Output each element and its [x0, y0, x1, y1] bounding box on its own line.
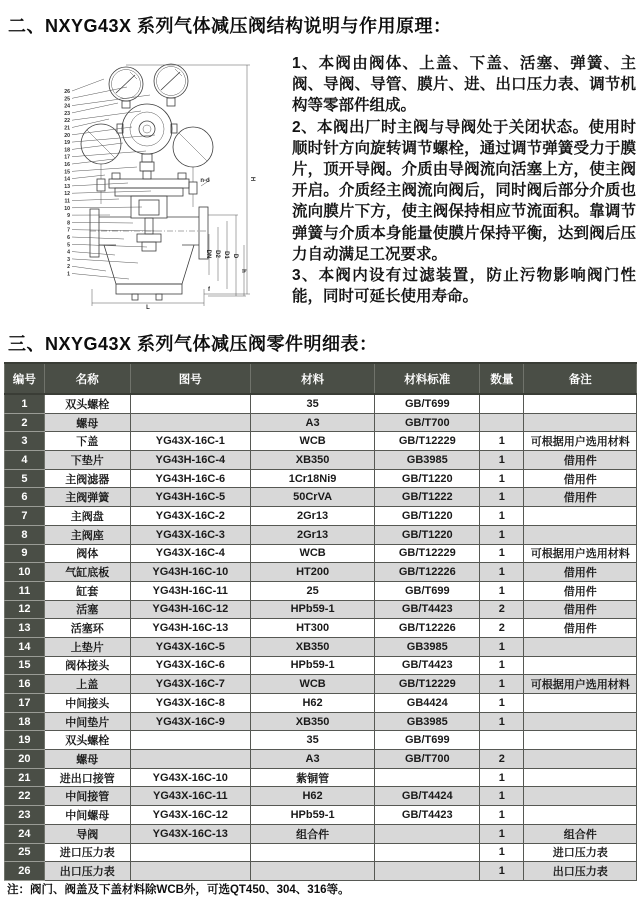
- table-cell: 中间接头: [44, 694, 130, 713]
- table-row: [5, 862, 637, 881]
- callout-number: 9: [67, 213, 70, 220]
- table-header-cell: 名称: [44, 363, 130, 394]
- table-row: [5, 731, 637, 750]
- table-cell: 导阀: [44, 824, 130, 843]
- part-number-cell: 22: [5, 787, 45, 806]
- table-cell: 借用件: [524, 488, 637, 507]
- table-cell: 活塞环: [44, 619, 130, 638]
- table-cell: [375, 862, 480, 881]
- table-cell: HT200: [250, 563, 375, 582]
- table-cell: 下垫片: [44, 451, 130, 470]
- callout-number: 3: [67, 256, 70, 263]
- part-number-cell: 15: [5, 656, 45, 675]
- table-cell: [524, 507, 637, 526]
- table-row: [5, 843, 637, 862]
- table-cell: 2Gr13: [250, 525, 375, 544]
- table-cell: 1: [480, 637, 524, 656]
- table-cell: [130, 843, 250, 862]
- table-cell: 1: [480, 544, 524, 563]
- outlet-gauge-icon: [154, 64, 188, 106]
- table-cell: [480, 394, 524, 413]
- part-number-cell: 14: [5, 637, 45, 656]
- table-cell: YG43X-16C-4: [130, 544, 250, 563]
- callout-number: 15: [64, 169, 70, 176]
- table-cell: GB3985: [375, 712, 480, 731]
- part-number-cell: 26: [5, 862, 45, 881]
- table-row: [5, 750, 637, 769]
- part-number-cell: 25: [5, 843, 45, 862]
- table-cell: 进口压力表: [44, 843, 130, 862]
- section2-title: 二、NXYG43X 系列气体减压阀结构说明与作用原理：: [8, 16, 452, 36]
- table-row: [5, 413, 637, 432]
- part-number-cell: 9: [5, 544, 45, 563]
- table-cell: 阀体接头: [44, 656, 130, 675]
- callout-number: 2: [67, 264, 70, 271]
- table-cell: WCB: [250, 432, 375, 451]
- callout-number: 14: [64, 176, 70, 183]
- callout-number: 6: [67, 235, 70, 241]
- table-row: [5, 675, 637, 694]
- table-cell: [130, 750, 250, 769]
- table-row: [5, 507, 637, 526]
- dimension-label: n-d: [200, 178, 210, 184]
- table-cell: H62: [250, 787, 375, 806]
- table-cell: WCB: [250, 544, 375, 563]
- table-cell: 主阀滤器: [44, 469, 130, 488]
- part-number-cell: 13: [5, 619, 45, 638]
- table-cell: YG43X-16C-2: [130, 507, 250, 526]
- callout-number: 12: [64, 191, 70, 198]
- table-cell: GB3985: [375, 637, 480, 656]
- part-number-cell: 24: [5, 824, 45, 843]
- dimension-label: D1: [223, 251, 229, 259]
- table-cell: 可根据用户选用材料: [524, 675, 637, 694]
- pilot-stem-drawing: [140, 154, 154, 179]
- table-cell: 借用件: [524, 619, 637, 638]
- paragraph-2: 2、本阀出厂时主阀与导阀处于关闭状态。使用时顺时针方向旋转调节螺栓，通过调节弹簧受力于膜片，顶开导阀。介质由导阀流向活塞上方，使主阀开启。介质经主阀流向阀后，同时阀后部分介质也流向膜片下方，使主阀保持相应节流面积。靠调节弹簧与介质本身能量使膜片保持平衡，达到阀后压力自动满足工况要求。: [292, 118, 636, 263]
- table-cell: 1: [480, 469, 524, 488]
- table-cell: GB/T12229: [375, 432, 480, 451]
- table-cell: XB350: [250, 637, 375, 656]
- table-cell: 1: [480, 451, 524, 470]
- table-row: [5, 544, 637, 563]
- bonnet-flange-drawing: [109, 173, 189, 196]
- table-row: [5, 656, 637, 675]
- table-cell: 双头螺栓: [44, 731, 130, 750]
- pilot-adjuster-drawing: [117, 104, 177, 154]
- callout-number: 1: [67, 271, 70, 278]
- table-cell: 下盖: [44, 432, 130, 451]
- piston-cylinder-drawing: [131, 196, 167, 234]
- part-number-cell: 20: [5, 750, 45, 769]
- part-number-cell: 4: [5, 451, 45, 470]
- callout-number: 16: [64, 162, 70, 168]
- dimension-lines: [92, 65, 250, 306]
- table-cell: GB/T12226: [375, 563, 480, 582]
- part-number-cell: 21: [5, 768, 45, 787]
- table-cell: WCB: [250, 675, 375, 694]
- right-diaphragm-chamber-drawing: [173, 127, 213, 207]
- footnote: 注：阀门、阀盖及下盖材料除WCB外，可选QT450、304、316等。: [7, 884, 350, 896]
- table-row: [5, 581, 637, 600]
- valve-cross-section-drawing: [4, 48, 290, 328]
- table-cell: YG43H-16C-10: [130, 563, 250, 582]
- dimension-label: H: [249, 176, 255, 182]
- table-cell: [524, 413, 637, 432]
- table-row: [5, 806, 637, 825]
- table-cell: YG43X-16C-12: [130, 806, 250, 825]
- table-cell: 1: [480, 768, 524, 787]
- table-cell: YG43H-16C-6: [130, 469, 250, 488]
- table-cell: 活塞: [44, 600, 130, 619]
- table-cell: [480, 731, 524, 750]
- table-cell: [375, 843, 480, 862]
- table-cell: 组合件: [524, 824, 637, 843]
- table-row: [5, 787, 637, 806]
- table-cell: 缸套: [44, 581, 130, 600]
- table-cell: [250, 843, 375, 862]
- table-cell: 上垫片: [44, 637, 130, 656]
- table-cell: GB4424: [375, 694, 480, 713]
- callout-number: 20: [64, 132, 70, 139]
- part-number-cell: 23: [5, 806, 45, 825]
- table-cell: [524, 712, 637, 731]
- table-cell: 阀体: [44, 544, 130, 563]
- table-cell: 进出口接管: [44, 768, 130, 787]
- table-cell: [524, 394, 637, 413]
- table-cell: [524, 637, 637, 656]
- table-cell: GB/T1220: [375, 469, 480, 488]
- callout-number: 5: [67, 242, 70, 249]
- table-cell: HPb59-1: [250, 656, 375, 675]
- table-header-cell: 材料: [250, 363, 375, 394]
- table-cell: [375, 768, 480, 787]
- dimension-label: DN: [205, 249, 211, 259]
- table-cell: 中间螺母: [44, 806, 130, 825]
- table-cell: 1: [480, 694, 524, 713]
- table-cell: [524, 694, 637, 713]
- table-cell: 借用件: [524, 563, 637, 582]
- table-cell: 2Gr13: [250, 507, 375, 526]
- table-cell: [524, 750, 637, 769]
- table-row: [5, 768, 637, 787]
- table-row: [5, 451, 637, 470]
- table-cell: 上盖: [44, 675, 130, 694]
- callout-number: 19: [64, 140, 70, 147]
- table-cell: GB/T700: [375, 413, 480, 432]
- part-number-cell: 1: [5, 394, 45, 413]
- table-cell: GB/T699: [375, 394, 480, 413]
- part-number-cell: 10: [5, 563, 45, 582]
- table-cell: H62: [250, 694, 375, 713]
- dimension-label: h: [240, 269, 246, 273]
- table-cell: GB/T12229: [375, 675, 480, 694]
- table-cell: 1: [480, 507, 524, 526]
- table-cell: [524, 768, 637, 787]
- table-row: [5, 637, 637, 656]
- callout-number: 23: [64, 110, 70, 117]
- table-cell: 1: [480, 488, 524, 507]
- callout-number: 24: [64, 103, 70, 110]
- table-cell: A3: [250, 413, 375, 432]
- table-row: [5, 600, 637, 619]
- table-cell: GB/T4424: [375, 787, 480, 806]
- table-cell: GB/T12226: [375, 619, 480, 638]
- table-cell: 35: [250, 394, 375, 413]
- table-cell: [130, 731, 250, 750]
- table-cell: GB/T4423: [375, 600, 480, 619]
- table-cell: 中间垫片: [44, 712, 130, 731]
- dimension-label: L: [146, 305, 150, 311]
- table-cell: 35: [250, 731, 375, 750]
- table-cell: 25: [250, 581, 375, 600]
- table-cell: [130, 862, 250, 881]
- table-cell: YG43X-16C-13: [130, 824, 250, 843]
- table-cell: 紫铜管: [250, 768, 375, 787]
- table-cell: GB/T699: [375, 581, 480, 600]
- table-cell: [524, 787, 637, 806]
- part-number-cell: 6: [5, 488, 45, 507]
- table-cell: 1: [480, 712, 524, 731]
- principle-description: [292, 53, 636, 307]
- callout-number: 8: [67, 220, 70, 227]
- table-cell: GB/T699: [375, 731, 480, 750]
- table-header-cell: 材料标准: [375, 363, 480, 394]
- part-number-cell: 2: [5, 413, 45, 432]
- part-number-cell: 3: [5, 432, 45, 451]
- table-cell: 1: [480, 432, 524, 451]
- table-cell: GB/T4423: [375, 806, 480, 825]
- table-cell: [524, 656, 637, 675]
- table-cell: 主阀盘: [44, 507, 130, 526]
- table-cell: 2: [480, 750, 524, 769]
- valve-structure-diagram: [4, 48, 290, 328]
- table-cell: YG43X-16C-1: [130, 432, 250, 451]
- table-cell: 借用件: [524, 581, 637, 600]
- part-number-cell: 16: [5, 675, 45, 694]
- table-cell: GB/T1222: [375, 488, 480, 507]
- part-number-cell: 18: [5, 712, 45, 731]
- table-cell: 主阀座: [44, 525, 130, 544]
- table-row: [5, 694, 637, 713]
- table-cell: 螺母: [44, 413, 130, 432]
- table-row: [5, 432, 637, 451]
- table-cell: 双头螺栓: [44, 394, 130, 413]
- table-cell: 1: [480, 806, 524, 825]
- table-cell: 1Cr18Ni9: [250, 469, 375, 488]
- part-number-cell: 8: [5, 525, 45, 544]
- table-cell: 主阀弹簧: [44, 488, 130, 507]
- callout-number: 22: [64, 118, 70, 125]
- table-row: [5, 525, 637, 544]
- valve-body-drawing: [90, 207, 208, 300]
- table-cell: YG43X-16C-5: [130, 637, 250, 656]
- table-cell: YG43X-16C-9: [130, 712, 250, 731]
- table-cell: 1: [480, 675, 524, 694]
- table-cell: 1: [480, 581, 524, 600]
- table-cell: [524, 525, 637, 544]
- table-row: [5, 469, 637, 488]
- table-row: [5, 488, 637, 507]
- inlet-gauge-icon: [109, 67, 143, 108]
- dimension-label: D: [232, 253, 238, 259]
- table-cell: 1: [480, 656, 524, 675]
- callout-number: 7: [67, 227, 70, 234]
- callout-number: 21: [64, 125, 70, 132]
- table-header-cell: 图号: [130, 363, 250, 394]
- table-cell: 1: [480, 525, 524, 544]
- table-cell: 2: [480, 600, 524, 619]
- table-cell: 组合件: [250, 824, 375, 843]
- callout-number: 18: [64, 147, 70, 154]
- part-number-cell: 11: [5, 581, 45, 600]
- callout-number: 11: [64, 198, 70, 205]
- table-cell: YG43X-16C-8: [130, 694, 250, 713]
- table-cell: HT300: [250, 619, 375, 638]
- table-header-cell: 数量: [480, 363, 524, 394]
- part-number-cell: 7: [5, 507, 45, 526]
- table-cell: 出口压力表: [524, 862, 637, 881]
- table-cell: [375, 824, 480, 843]
- table-cell: GB/T12229: [375, 544, 480, 563]
- table-cell: [250, 862, 375, 881]
- table-header-cell: 备注: [524, 363, 637, 394]
- table-cell: GB/T1220: [375, 525, 480, 544]
- table-row: [5, 712, 637, 731]
- table-cell: [524, 731, 637, 750]
- table-cell: YG43X-16C-6: [130, 656, 250, 675]
- table-cell: YG43H-16C-4: [130, 451, 250, 470]
- table-cell: [480, 413, 524, 432]
- table-cell: 1: [480, 862, 524, 881]
- table-header-cell: 编号: [5, 363, 45, 394]
- table-cell: 1: [480, 563, 524, 582]
- table-cell: XB350: [250, 451, 375, 470]
- parts-detail-table: [4, 362, 637, 881]
- table-cell: 气缸底板: [44, 563, 130, 582]
- table-cell: [130, 413, 250, 432]
- table-row: [5, 394, 637, 413]
- table-cell: YG43X-16C-7: [130, 675, 250, 694]
- table-cell: [524, 806, 637, 825]
- table-cell: GB/T700: [375, 750, 480, 769]
- table-cell: YG43X-16C-3: [130, 525, 250, 544]
- callout-number: 17: [64, 154, 70, 161]
- table-cell: YG43X-16C-10: [130, 768, 250, 787]
- part-number-cell: 17: [5, 694, 45, 713]
- table-row: [5, 563, 637, 582]
- table-cell: 可根据用户选用材料: [524, 544, 637, 563]
- callout-number: 25: [64, 96, 70, 103]
- part-number-cell: 12: [5, 600, 45, 619]
- table-cell: 可根据用户选用材料: [524, 432, 637, 451]
- table-cell: 螺母: [44, 750, 130, 769]
- table-cell: YG43H-16C-12: [130, 600, 250, 619]
- table-cell: 进口压力表: [524, 843, 637, 862]
- table-cell: 借用件: [524, 469, 637, 488]
- table-cell: A3: [250, 750, 375, 769]
- callout-number: 10: [64, 205, 70, 212]
- callout-number: 4: [67, 249, 70, 256]
- table-cell: 1: [480, 787, 524, 806]
- callout-number: 13: [64, 183, 70, 190]
- table-cell: GB/T4423: [375, 656, 480, 675]
- table-cell: YG43X-16C-11: [130, 787, 250, 806]
- table-row: [5, 824, 637, 843]
- table-cell: [130, 394, 250, 413]
- table-cell: GB/T1220: [375, 507, 480, 526]
- table-header-row: [5, 363, 637, 394]
- table-cell: YG43H-16C-13: [130, 619, 250, 638]
- paragraph-1: 1、本阀由阀体、上盖、下盖、活塞、弹簧、主阀、导阀、导管、膜片、进、出口压力表、调节机构等零部件组成。: [292, 55, 636, 115]
- dimension-label: f: [208, 287, 210, 293]
- paragraph-3: 3、本阀内设有过滤装置，防止污物影响阀门性能，同时可延长使用寿命。: [292, 267, 636, 306]
- table-cell: GB3985: [375, 451, 480, 470]
- dimension-label: D2: [214, 250, 220, 258]
- table-cell: YG43H-16C-5: [130, 488, 250, 507]
- table-cell: HPb59-1: [250, 806, 375, 825]
- table-cell: 2: [480, 619, 524, 638]
- section3-title: 三、NXYG43X 系列气体减压阀零件明细表：: [8, 334, 378, 354]
- dimension-labels: [146, 177, 255, 311]
- table-cell: 1: [480, 843, 524, 862]
- table-cell: XB350: [250, 712, 375, 731]
- table-cell: HPb59-1: [250, 600, 375, 619]
- table-row: [5, 619, 637, 638]
- part-number-cell: 19: [5, 731, 45, 750]
- table-cell: 1: [480, 824, 524, 843]
- table-cell: YG43H-16C-11: [130, 581, 250, 600]
- table-cell: 中间接管: [44, 787, 130, 806]
- table-cell: 出口压力表: [44, 862, 130, 881]
- table-cell: 借用件: [524, 600, 637, 619]
- table-cell: 50CrVA: [250, 488, 375, 507]
- callout-number: 26: [64, 89, 70, 95]
- table-cell: 借用件: [524, 451, 637, 470]
- part-number-cell: 5: [5, 469, 45, 488]
